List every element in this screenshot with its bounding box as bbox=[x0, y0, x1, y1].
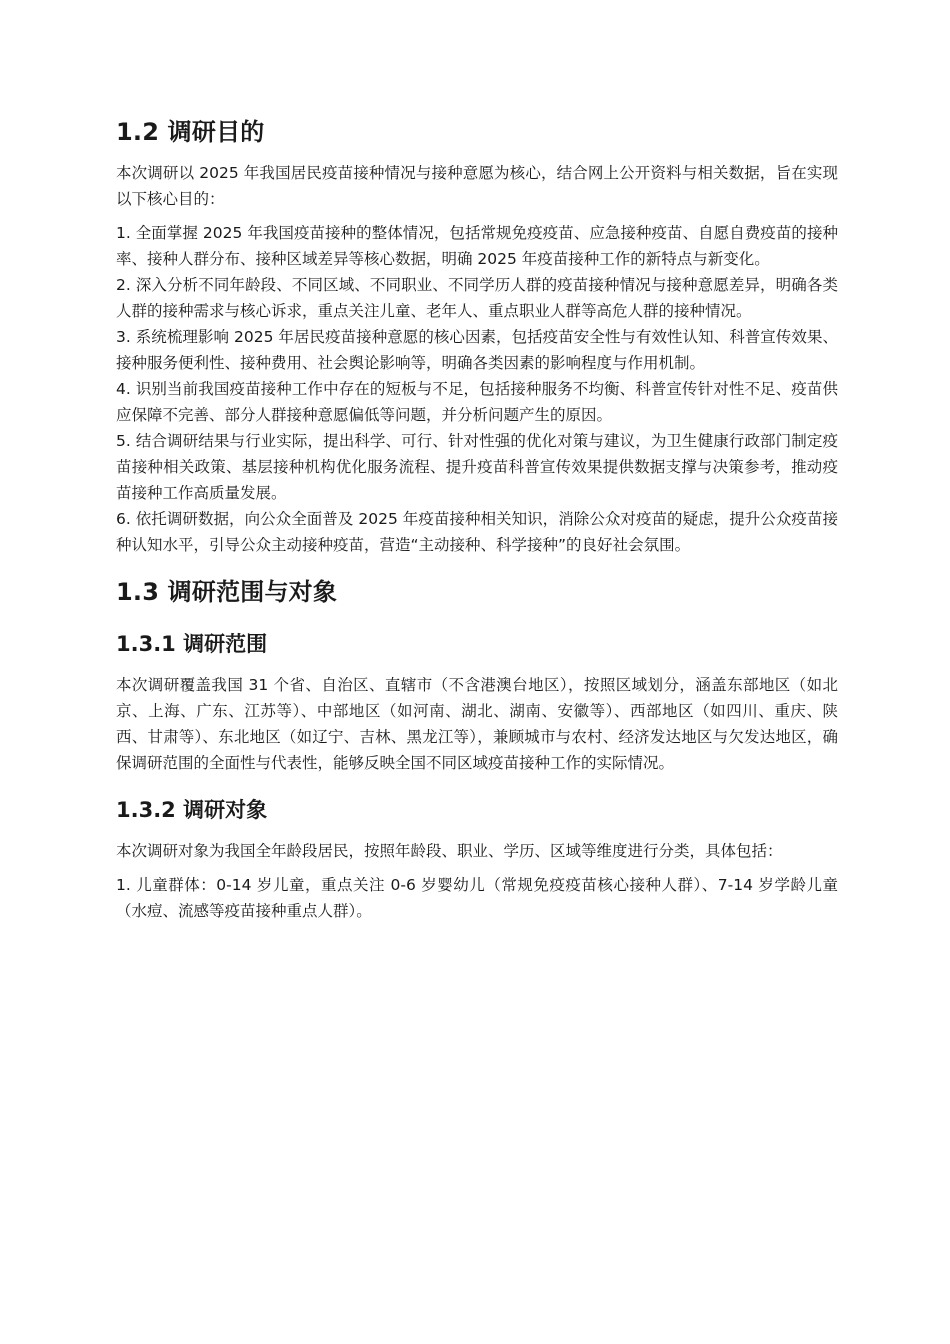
document-page bbox=[116, 112, 838, 924]
subsection-heading-1-3-2: 1.3.2 调研对象 bbox=[116, 798, 268, 822]
purpose-item-5: 5. 结合调研结果与行业实际，提出科学、可行、针对性强的优化对策与建议，为卫生健康行政部门制定疫苗接种相关政策、基层接种机构优化服务流程、提升疫苗科普宣传效果提供数据支撑与决策参考，推动疫苗接种工作高质量发展。 bbox=[116, 432, 838, 502]
objects-item-1: 1. 儿童群体：0-14 岁儿童，重点关注 0-6 岁婴幼儿（常规免疫疫苗核心接种人群）、7-14 岁学龄儿童（水痘、流感等疫苗接种重点人群）。 bbox=[116, 876, 838, 920]
purpose-intro-paragraph: 本次调研以 2025 年我国居民疫苗接种情况与接种意愿为核心，结合网上公开资料与相关数据，旨在实现以下核心目的： bbox=[116, 164, 838, 208]
scope-paragraph: 本次调研覆盖我国 31 个省、自治区、直辖市（不含港澳台地区），按照区域划分，涵盖东部地区（如北京、上海、广东、江苏等）、中部地区（如河南、湖北、湖南、安徽等）、西部地区（如四川、重庆、陕西、甘肃等）、东北地区（如辽宁、吉林、黑龙江等），兼顾城市与农村、经济发达地区与欠发达地区，确保调研范围的全面性与代表性，能够反映全国不同区域疫苗接种工作的实际情况。 bbox=[116, 676, 838, 772]
objects-intro-paragraph: 本次调研对象为我国全年龄段居民，按照年龄段、职业、学历、区域等维度进行分类，具体包括： bbox=[116, 842, 783, 860]
subsection-heading-1-3-1: 1.3.1 调研范围 bbox=[116, 632, 268, 656]
purpose-item-2: 2. 深入分析不同年龄段、不同区域、不同职业、不同学历人群的疫苗接种情况与接种意愿差异，明确各类人群的接种需求与核心诉求，重点关注儿童、老年人、重点职业人群等高危人群的接种情况。 bbox=[116, 276, 838, 320]
purpose-item-4: 4. 识别当前我国疫苗接种工作中存在的短板与不足，包括接种服务不均衡、科普宣传针对性不足、疫苗供应保障不完善、部分人群接种意愿偏低等问题，并分析问题产生的原因。 bbox=[116, 380, 838, 424]
purpose-item-3: 3. 系统梳理影响 2025 年居民疫苗接种意愿的核心因素，包括疫苗安全性与有效性认知、科普宣传效果、接种服务便利性、接种费用、社会舆论影响等，明确各类因素的影响程度与作用机制。 bbox=[116, 328, 838, 372]
section-heading-1-3: 1.3 调研范围与对象 bbox=[116, 578, 338, 606]
purpose-item-6: 6. 依托调研数据，向公众全面普及 2025 年疫苗接种相关知识，消除公众对疫苗的疑虑，提升公众疫苗接种认知水平，引导公众主动接种疫苗，营造“主动接种、科学接种”的良好社会氛围。 bbox=[116, 510, 838, 554]
section-heading-1-2: 1.2 调研目的 bbox=[116, 118, 265, 146]
purpose-item-1: 1. 全面掌握 2025 年我国疫苗接种的整体情况，包括常规免疫疫苗、应急接种疫苗、自愿自费疫苗的接种率、接种人群分布、接种区域差异等核心数据，明确 2025 年疫苗接种工作的新特点与新变化。 bbox=[116, 224, 838, 268]
